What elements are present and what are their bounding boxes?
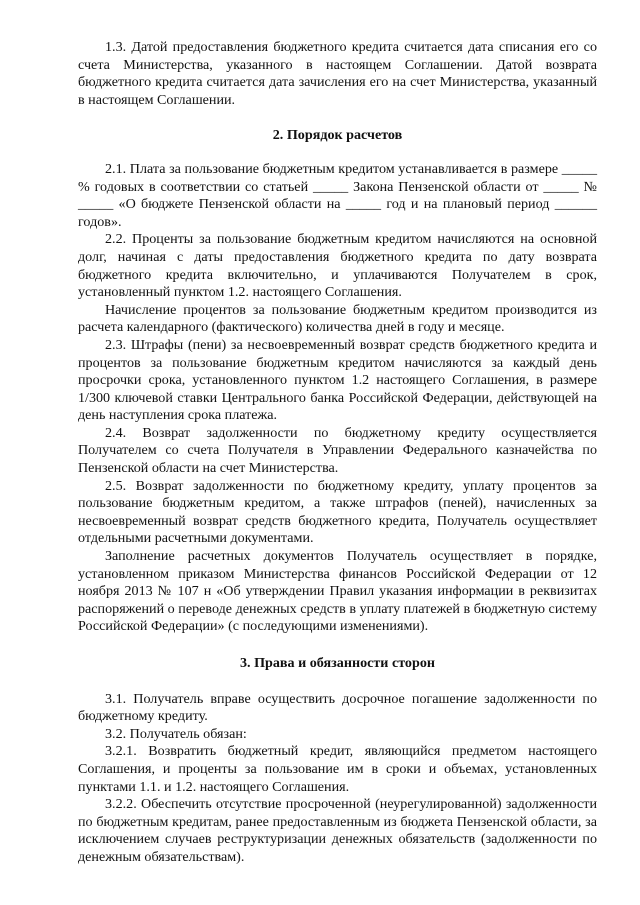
section-3-heading: 3. Права и обязанности сторон: [239, 655, 435, 671]
payment-documents-paragraph: Заполнение расчетных документов Получатель осуществляет в порядке, установленном приказом Министерства финансов Российской Федерации от 12 ноября 2013 № 107 н «Об утверждении Правил указания информации в реквизитах распоряжений о переводе денежных средств в уплату платежей в бюджетную систему Российской Федерации» (с последующими изменениями).: [78, 548, 597, 635]
document-page: [78, 39, 597, 867]
clause-3-2-1: 3.2.1. Возвратить бюджетный кредит, являющийся предметом настоящего Соглашения, и проценты за пользование им в сроки и объемах, установленных пунктами 1.1. и 1.2. настоящего Соглашения.: [78, 743, 597, 795]
section-2-heading: 2. Порядок расчетов: [272, 127, 403, 144]
clause-1-3: 1.3. Датой предоставления бюджетного кредита считается дата списания его со счета Министерства, указанного в настоящем Соглашении. Датой возврата бюджетного кредита считается дата зачисления его на счет Министерства, указанный в настоящем Соглашении.: [78, 39, 597, 108]
clause-3-2-2: 3.2.2. Обеспечить отсутствие просроченной (неурегулированной) задолженности по бюджетным кредитам, ранее предоставленным из бюджета Пензенской области, за исключением случаев реструктуризации денежных обязательств (задолженности по денежным обязательствам).: [78, 796, 597, 865]
clause-3-2: 3.2. Получатель обязан:: [105, 725, 247, 742]
clause-3-1: 3.1. Получатель вправе осуществить досрочное погашение задолженности по бюджетному кредиту.: [78, 690, 597, 725]
clause-2-3: 2.3. Штрафы (пени) за несвоевременный возврат средств бюджетного кредита и процентов за пользование бюджетным кредитом начисляются за каждый день просрочки срока, установленного пунктом 1.2 настоящего Соглашения, в размере 1/300 ключевой ставки Центрального банка Российской Федерации, действующей на день наступления срока платежа.: [78, 336, 597, 424]
clause-2-1: 2.1. Плата за пользование бюджетным кредитом устанавливается в размере _____ % годовых в соответствии со статьей _____ Закона Пензенской области от _____ № _____ «О бюджете Пензенской области на _____ год и на плановый период ______ годов».: [78, 160, 597, 230]
clause-2-4: 2.4. Возврат задолженности по бюджетному кредиту осуществляется Получателем со счета Получателя в Управлении Федерального казначейства по Пензенской области на счет Министерства.: [78, 424, 597, 477]
clause-2-5: 2.5. Возврат задолженности по бюджетному кредиту, уплату процентов за пользование бюджетным кредитом, а также штрафов (пеней), начисленных за несвоевременный возврат средств бюджетного кредита, Получатель осуществляет отдельными расчетными документами.: [78, 477, 597, 547]
clause-2-2: 2.2. Проценты за пользование бюджетным кредитом начисляются на основной долг, начиная с даты предоставления бюджетного кредита по дату возврата бюджетного кредита включительно, и уплачиваются Получателем в срок, установленный пунктом 1.2. настоящего Соглашения.: [78, 231, 597, 301]
interest-calculation-paragraph: Начисление процентов за пользование бюджетным кредитом производится из расчета календарного (фактического) количества дней в году и месяце.: [78, 301, 597, 336]
